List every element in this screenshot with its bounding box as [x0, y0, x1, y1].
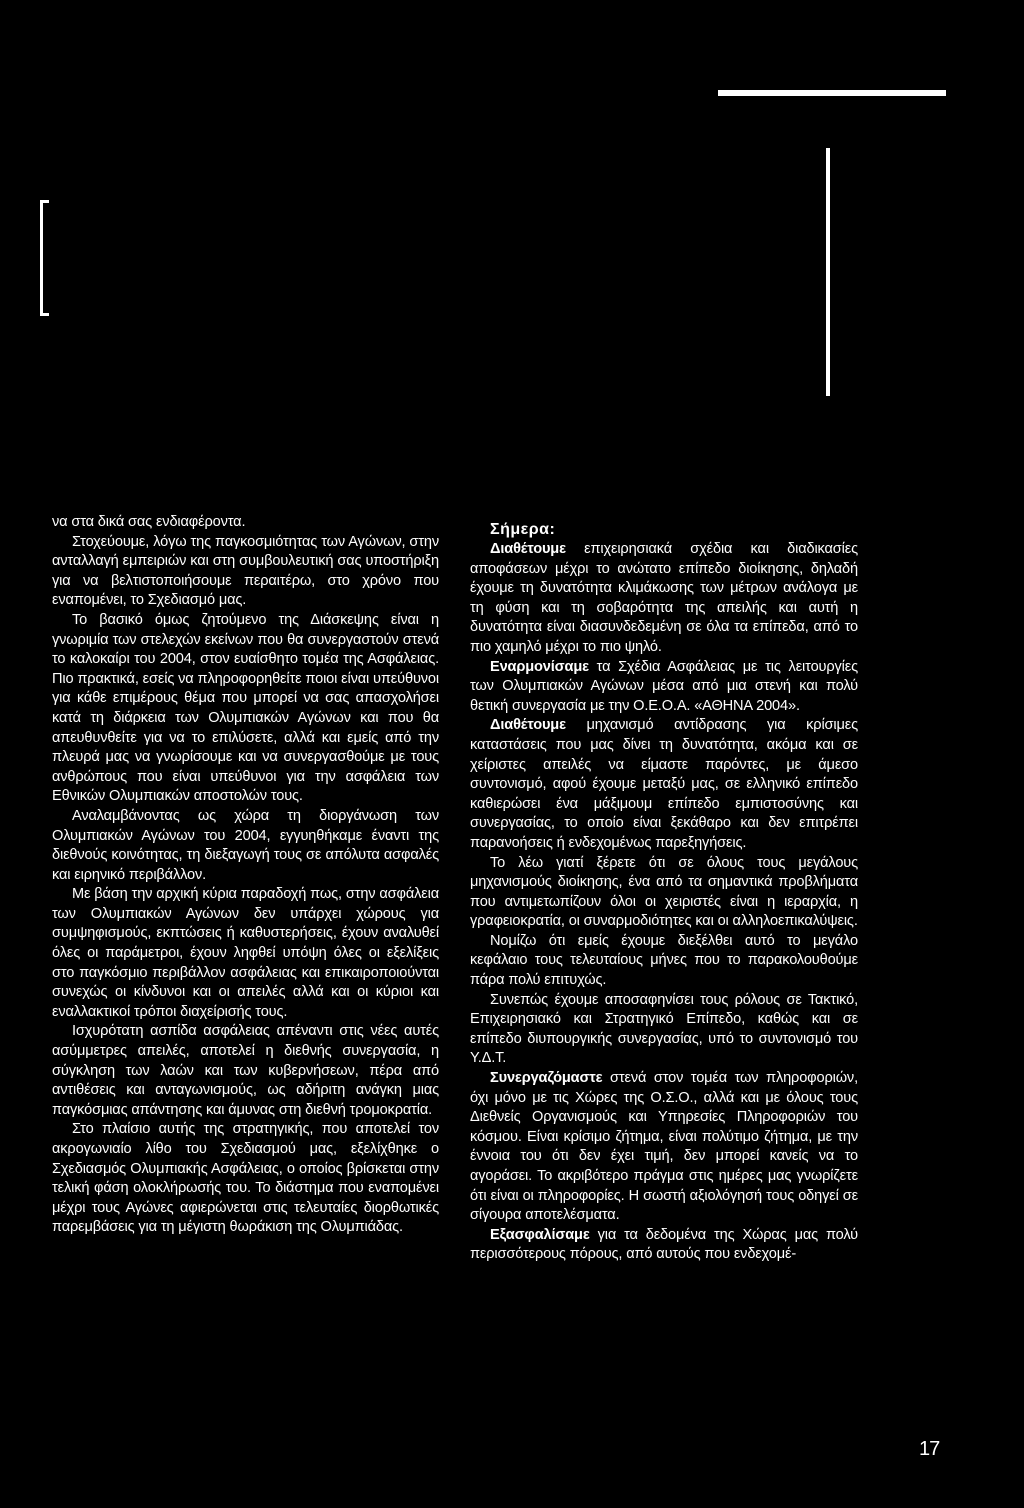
right-vertical-rule: [826, 148, 830, 396]
paragraph-keyword: Εναρμονίσαμε: [490, 658, 589, 675]
paragraph-text: μηχανισμό αντίδρασης για κρίσιμες καταστάσεις που μας δίνει τη δυνατότητα, ακόμα και σε χείριστες απειλές να είμαστε παρόντες, με άμεσο συντονισμό, αφού έχουμε μεταξύ μας, σε ελληνικό επίπεδο καθιερώσει ένα μάξιμουμ επίπεδο εμπιστοσύνης και συνεργασίας, το οποίο είναι ξεκάθαρο και δεν επιτρέπει παρανοήσεις ή ενδεχομένως παρεξηγήσεις.: [470, 717, 858, 851]
paragraph-text: Συνεπώς έχουμε αποσαφηνίσει τους ρόλους σε Τακτικό, Επιχειρησιακό και Στρατηγικό Επίπεδο, καθώς και σε επίπεδο διυπουργικής συνεργασίας, υπό το συντονισμό του Υ.Δ.Τ.: [470, 991, 858, 1067]
paragraph: [470, 854, 858, 932]
paragraph: Αναλαμβάνοντας ως χώρα τη διοργάνωση των Ολυμπιακών Αγώνων του 2004, εγγυηθήκαμε έναντι της διεθνούς κοινότητας, τη διεξαγωγή τους σε απόλυτα ασφαλές και ειρηνικό περιβάλλον.: [52, 807, 439, 883]
paragraph: [470, 716, 858, 853]
right-column: [470, 520, 858, 1265]
section-heading: Σήμερα:: [490, 521, 556, 538]
paragraph: να στα δικά σας ενδιαφέροντα.: [52, 514, 246, 530]
paragraph: Στο πλαίσιο αυτής της στρατηγικής, που αποτελεί τον ακρογωνιαίο λίθο του Σχεδιασμού μας, εξελίχθηκε ο Σχεδιασμός Ολυμπιακής Ασφάλειας, ο οποίος βρίσκεται στην τελική φάση ολοκλήρωσής του. Το διάστημα που εναπομένει μέχρι τους Αγώνες αφιερώνεται στις τελευταίες διορθωτικές παρεμβάσεις για τη μέγιστη θωράκιση της Ολυμπιάδας.: [52, 1121, 439, 1236]
paragraph: [470, 658, 858, 717]
paragraph-text: τα Σχέδια Ασφάλειας με τις λειτουργίες των Ολυμπιακών Αγώνων μέσα από μια στενή και πολύ θετική συνεργασία με την Ο.Ε.Ο.Α. «ΑΘΗΝΑ 2004».: [470, 658, 858, 714]
paragraph: Ισχυρότατη ασπίδα ασφάλειας απέναντι στις νέες αυτές ασύμμετρες απειλές, αποτελεί η διεθνής συνεργασία, η σύγκληση των λαών και των κυβερνήσεων, πέρα από αντιθέσεις και ανταγωνισμούς, ως αδήριτη ανάγκη μιας παγκόσμιας απάντησης και άμυνας στη διεθνή τρομοκρατία.: [52, 1023, 439, 1118]
top-right-horizontal-rule: [718, 90, 946, 96]
paragraph-text: Το λέω γιατί ξέρετε ότι σε όλους τους μεγάλους μηχανισμούς διοίκησης, ένα από τα σημαντικά προβλήματα που αντιμετωπίζουν όλοι οι χειριστές είναι η ιεραρχία, η γραφειοκρατία, οι συναρμοδιότητες και οι αλληλοεπικαλύψεις.: [470, 854, 858, 930]
left-bracket-top-tick: [40, 200, 49, 203]
paragraph: [470, 1226, 858, 1265]
paragraph-keyword: Διαθέτουμε: [490, 717, 566, 734]
paragraph-text: Νομίζω ότι εμείς έχουμε διεξέλθει αυτό το μεγάλο κεφάλαιο τους τελευταίους μήνες που το παρακολουθούμε πάρα πολύ επιτυχώς.: [470, 932, 858, 989]
paragraph: Στοχεύουμε, λόγω της παγκοσμιότητας των Αγώνων, στην ανταλλαγή εμπειριών και στη συμβουλευτική σας υποστήριξη για να βελτιστοποιήσουμε περαιτέρω, στο χρόνο που εναπομένει, το Σχεδιασμό μας.: [52, 533, 439, 609]
paragraph-text: επιχειρησιακά σχέδια και διαδικασίες αποφάσεων μέχρι το ανώτατο επίπεδο διοίκησης, δηλαδή έχουμε τη δυνατότητα κλιμάκωσης των μέτρων ανάλογα με τη φύση και τη σοβαρότητα της απειλής και αυτή η δυνατότητα είναι διασυνδεδεμένη σε όλα τα επίπεδα, από το πιο χαμηλό μέχρι το πιο ψηλό.: [470, 541, 858, 655]
page-number: 17: [919, 1438, 940, 1460]
left-bracket-rule: [40, 200, 43, 316]
paragraph-keyword: Συνεργαζόμαστε: [490, 1070, 603, 1087]
paragraph: [470, 932, 858, 991]
paragraph: [470, 1069, 858, 1226]
paragraph-text: για τα δεδομένα της Χώρας μας πολύ περισσότερους πόρους, από αυτούς που ενδεχομέ-: [470, 1226, 858, 1263]
paragraph: [470, 991, 858, 1069]
paragraph-keyword: Διαθέτουμε: [490, 541, 566, 557]
left-column: [52, 513, 439, 1238]
paragraph: Το βασικό όμως ζητούμενο της Διάσκεψης είναι η γνωριμία των στελεχών εκείνων που θα συνεργαστούν στενά το καλοκαίρι του 2004, στον ευαίσθητο τομέα της Ασφάλειας. Πιο πρακτικά, εσείς να πληροφορηθείτε ποιοι είναι υπεύθυνοι για κάθε επιμέρους θέμα που μπορεί να σας απασχολήσει κατά τη διάρκεια των Ολυμπιακών Αγώνων και που θα απευθυνθείτε για να το επιλύσετε, αλλά και εμείς από την πλευρά μας να γνωρίσουμε και να συνεργασθούμε με τους ανθρώπους που είναι υπεύθυνοι για την ασφάλεια των Εθνικών Ολυμπιακών αποστολών τους.: [52, 611, 439, 805]
left-bracket-bottom-tick: [40, 313, 49, 316]
paragraph: [470, 540, 858, 658]
paragraph: Με βάση την αρχική κύρια παραδοχή πως, στην ασφάλεια των Ολυμπιακών Αγώνων δεν υπάρχει χώρους για συμψηφισμούς, εκπτώσεις ή καθυστερήσεις, έχουν αναλυθεί όλες οι παράμετροι, έχουν ληφθεί υπόψη όλες οι εξελίξεις στο παγκόσμιο περιβάλλον ασφάλειας και επικαιροποιούνται συνεχώς οι κίνδυνοι και οι απειλές αλλά και οι κύριοι και εναλλακτικοί τρόποι διαχείρισής τους.: [52, 886, 439, 1020]
paragraph-text: στενά στον τομέα των πληροφοριών, όχι μόνο με τις Χώρες της Ο.Σ.Ο., αλλά και με όλους τους Διεθνείς Οργανισμούς και Υπηρεσίες Πληροφοριών του κόσμου. Είναι κρίσιμο ζήτημα, είναι πολύτιμο ζήτημα, με την έννοια του ότι δεν έχει τιμή, δεν μπορεί κανείς να το αγοράσει. Το ακριβότερο πράγμα στις ημέρες μας γνωρίζετε ότι είναι οι πληροφορίες. Η σωστή αξιολόγησή τους οδηγεί σε σίγουρα αποτελέσματα.: [470, 1070, 858, 1224]
paragraph-keyword: Εξασφαλίσαμε: [490, 1226, 590, 1243]
